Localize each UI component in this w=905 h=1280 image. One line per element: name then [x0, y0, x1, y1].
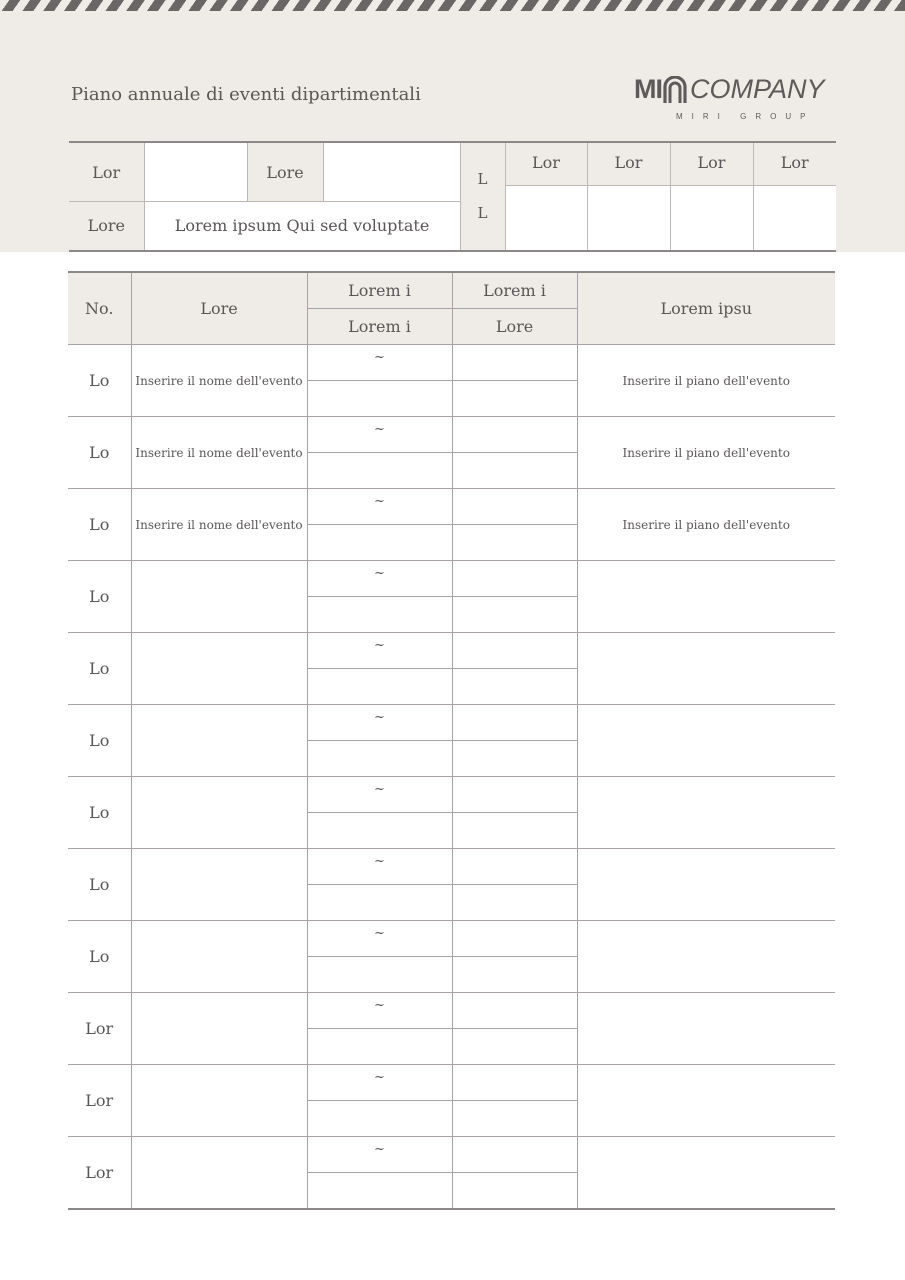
event-name-cell[interactable]: [131, 633, 307, 705]
decorative-stripe: [0, 0, 905, 11]
sign-head-3: Lor: [670, 142, 753, 185]
table-row: [68, 345, 835, 381]
event-col4-bottom-cell[interactable]: [452, 597, 577, 633]
sign-box-3[interactable]: [670, 185, 753, 251]
event-date-cell[interactable]: ~: [307, 345, 452, 381]
event-col4-bottom-cell[interactable]: [452, 957, 577, 993]
event-plan-cell[interactable]: Inserire il piano dell'evento: [577, 417, 835, 489]
row-number: Lor: [68, 1137, 131, 1210]
event-date-cell[interactable]: ~: [307, 561, 452, 597]
logo-company-text: COMPANY: [690, 74, 825, 104]
event-col3-bottom-cell[interactable]: [307, 381, 452, 417]
event-date-cell[interactable]: ~: [307, 993, 452, 1029]
event-plan-cell[interactable]: [577, 633, 835, 705]
event-col4-bottom-cell[interactable]: [452, 381, 577, 417]
event-date-cell[interactable]: ~: [307, 1137, 452, 1173]
event-date-cell[interactable]: ~: [307, 777, 452, 813]
events-table-body: [68, 345, 835, 1210]
table-row: [68, 633, 835, 669]
event-name-cell[interactable]: [131, 1065, 307, 1137]
event-col3-bottom-cell[interactable]: [307, 669, 452, 705]
event-col4-top-cell[interactable]: [452, 633, 577, 669]
event-col4-top-cell[interactable]: [452, 705, 577, 741]
event-col4-bottom-cell[interactable]: [452, 453, 577, 489]
table-row: [68, 849, 835, 885]
header-name: Lore: [131, 272, 307, 345]
event-col3-bottom-cell[interactable]: [307, 597, 452, 633]
event-col4-top-cell[interactable]: [452, 489, 577, 525]
info-subject[interactable]: Lorem ipsum Qui sed voluptate: [144, 202, 460, 251]
logo-wordmark: [634, 76, 825, 103]
row-number: Lo: [68, 849, 131, 921]
info-label-3: Lore: [69, 202, 144, 251]
event-col4-bottom-cell[interactable]: [452, 885, 577, 921]
event-name-cell[interactable]: [131, 849, 307, 921]
event-date-cell[interactable]: ~: [307, 1065, 452, 1101]
header-col3-bottom: Lorem i: [307, 309, 452, 345]
event-col4-top-cell[interactable]: [452, 1065, 577, 1101]
event-plan-cell[interactable]: [577, 705, 835, 777]
event-plan-cell[interactable]: [577, 777, 835, 849]
sign-box-1[interactable]: [505, 185, 587, 251]
event-name-cell[interactable]: [131, 777, 307, 849]
row-number: Lor: [68, 1065, 131, 1137]
event-col3-bottom-cell[interactable]: [307, 957, 452, 993]
event-date-cell[interactable]: ~: [307, 417, 452, 453]
sign-box-2[interactable]: [587, 185, 670, 251]
event-date-cell[interactable]: ~: [307, 921, 452, 957]
table-row: [68, 993, 835, 1029]
header-plan: Lorem ipsu: [577, 272, 835, 345]
sign-box-4[interactable]: [753, 185, 836, 251]
events-table: [68, 271, 835, 1210]
table-row: [68, 777, 835, 813]
sign-head-2: Lor: [587, 142, 670, 185]
info-table: [69, 141, 836, 252]
event-date-cell[interactable]: ~: [307, 705, 452, 741]
info-label-2: Lore: [247, 142, 323, 202]
company-logo: [634, 76, 836, 124]
event-col4-top-cell[interactable]: [452, 417, 577, 453]
header-col3-top: Lorem i: [307, 272, 452, 309]
row-number: Lor: [68, 993, 131, 1065]
event-col3-bottom-cell[interactable]: [307, 741, 452, 777]
row-number: Lo: [68, 345, 131, 417]
event-date-cell[interactable]: ~: [307, 633, 452, 669]
event-col3-bottom-cell[interactable]: [307, 1029, 452, 1065]
table-row: [68, 489, 835, 525]
event-name-cell[interactable]: [131, 561, 307, 633]
event-name-cell[interactable]: [131, 993, 307, 1065]
info-vertical-label: [460, 142, 505, 251]
event-col3-bottom-cell[interactable]: [307, 885, 452, 921]
event-col3-bottom-cell[interactable]: [307, 453, 452, 489]
event-name-cell[interactable]: [131, 921, 307, 993]
event-col4-top-cell[interactable]: [452, 993, 577, 1029]
logo-arch-icon: [662, 76, 688, 103]
event-name-cell[interactable]: [131, 705, 307, 777]
info-field-2[interactable]: [323, 142, 460, 202]
event-col4-top-cell[interactable]: [452, 1137, 577, 1173]
event-col4-bottom-cell[interactable]: [452, 813, 577, 849]
event-col3-bottom-cell[interactable]: [307, 813, 452, 849]
row-number: Lo: [68, 561, 131, 633]
info-vertical-char-2: L: [477, 204, 488, 223]
row-number: Lo: [68, 705, 131, 777]
event-plan-cell[interactable]: [577, 849, 835, 921]
info-field-1[interactable]: [144, 142, 247, 202]
header-col4-top: Lorem i: [452, 272, 577, 309]
event-plan-cell[interactable]: [577, 1137, 835, 1210]
info-vertical-char-1: L: [477, 170, 488, 189]
event-date-cell[interactable]: ~: [307, 849, 452, 885]
event-plan-cell[interactable]: [577, 1065, 835, 1137]
row-number: Lo: [68, 921, 131, 993]
event-name-cell[interactable]: Inserire il nome dell'evento: [131, 417, 307, 489]
event-col4-bottom-cell[interactable]: [452, 1173, 577, 1210]
event-plan-cell[interactable]: [577, 561, 835, 633]
event-col3-bottom-cell[interactable]: [307, 1173, 452, 1210]
event-plan-cell[interactable]: Inserire il piano dell'evento: [577, 489, 835, 561]
event-col4-top-cell[interactable]: [452, 345, 577, 381]
table-row: [68, 561, 835, 597]
event-name-cell[interactable]: [131, 1137, 307, 1210]
event-plan-cell[interactable]: Inserire il piano dell'evento: [577, 345, 835, 417]
event-col4-top-cell[interactable]: [452, 921, 577, 957]
event-col4-top-cell[interactable]: [452, 777, 577, 813]
event-col3-bottom-cell[interactable]: [307, 525, 452, 561]
row-number: Lo: [68, 417, 131, 489]
event-col3-bottom-cell[interactable]: [307, 1101, 452, 1137]
event-col4-bottom-cell[interactable]: [452, 1101, 577, 1137]
row-number: Lo: [68, 777, 131, 849]
table-row: [68, 417, 835, 453]
table-row: [68, 1065, 835, 1101]
table-row: [68, 705, 835, 741]
event-col4-bottom-cell[interactable]: [452, 1029, 577, 1065]
event-col4-top-cell[interactable]: [452, 561, 577, 597]
logo-subtitle: MIRI GROUP: [676, 112, 815, 121]
event-name-cell[interactable]: Inserire il nome dell'evento: [131, 489, 307, 561]
page-title: Piano annuale di eventi dipartimentali: [71, 84, 421, 105]
event-col4-bottom-cell[interactable]: [452, 669, 577, 705]
sign-head-4: Lor: [753, 142, 836, 185]
event-col4-bottom-cell[interactable]: [452, 525, 577, 561]
event-date-cell[interactable]: ~: [307, 489, 452, 525]
header-col4-bottom: Lore: [452, 309, 577, 345]
event-plan-cell[interactable]: [577, 921, 835, 993]
row-number: Lo: [68, 489, 131, 561]
header-no: No.: [68, 272, 131, 345]
sign-head-1: Lor: [505, 142, 587, 185]
event-col4-bottom-cell[interactable]: [452, 741, 577, 777]
event-plan-cell[interactable]: [577, 993, 835, 1065]
event-name-cell[interactable]: Inserire il nome dell'evento: [131, 345, 307, 417]
info-label-1: Lor: [69, 142, 144, 202]
event-col4-top-cell[interactable]: [452, 849, 577, 885]
table-row: [68, 921, 835, 957]
table-row: [68, 1137, 835, 1173]
logo-bold-part: MI: [634, 74, 662, 104]
row-number: Lo: [68, 633, 131, 705]
